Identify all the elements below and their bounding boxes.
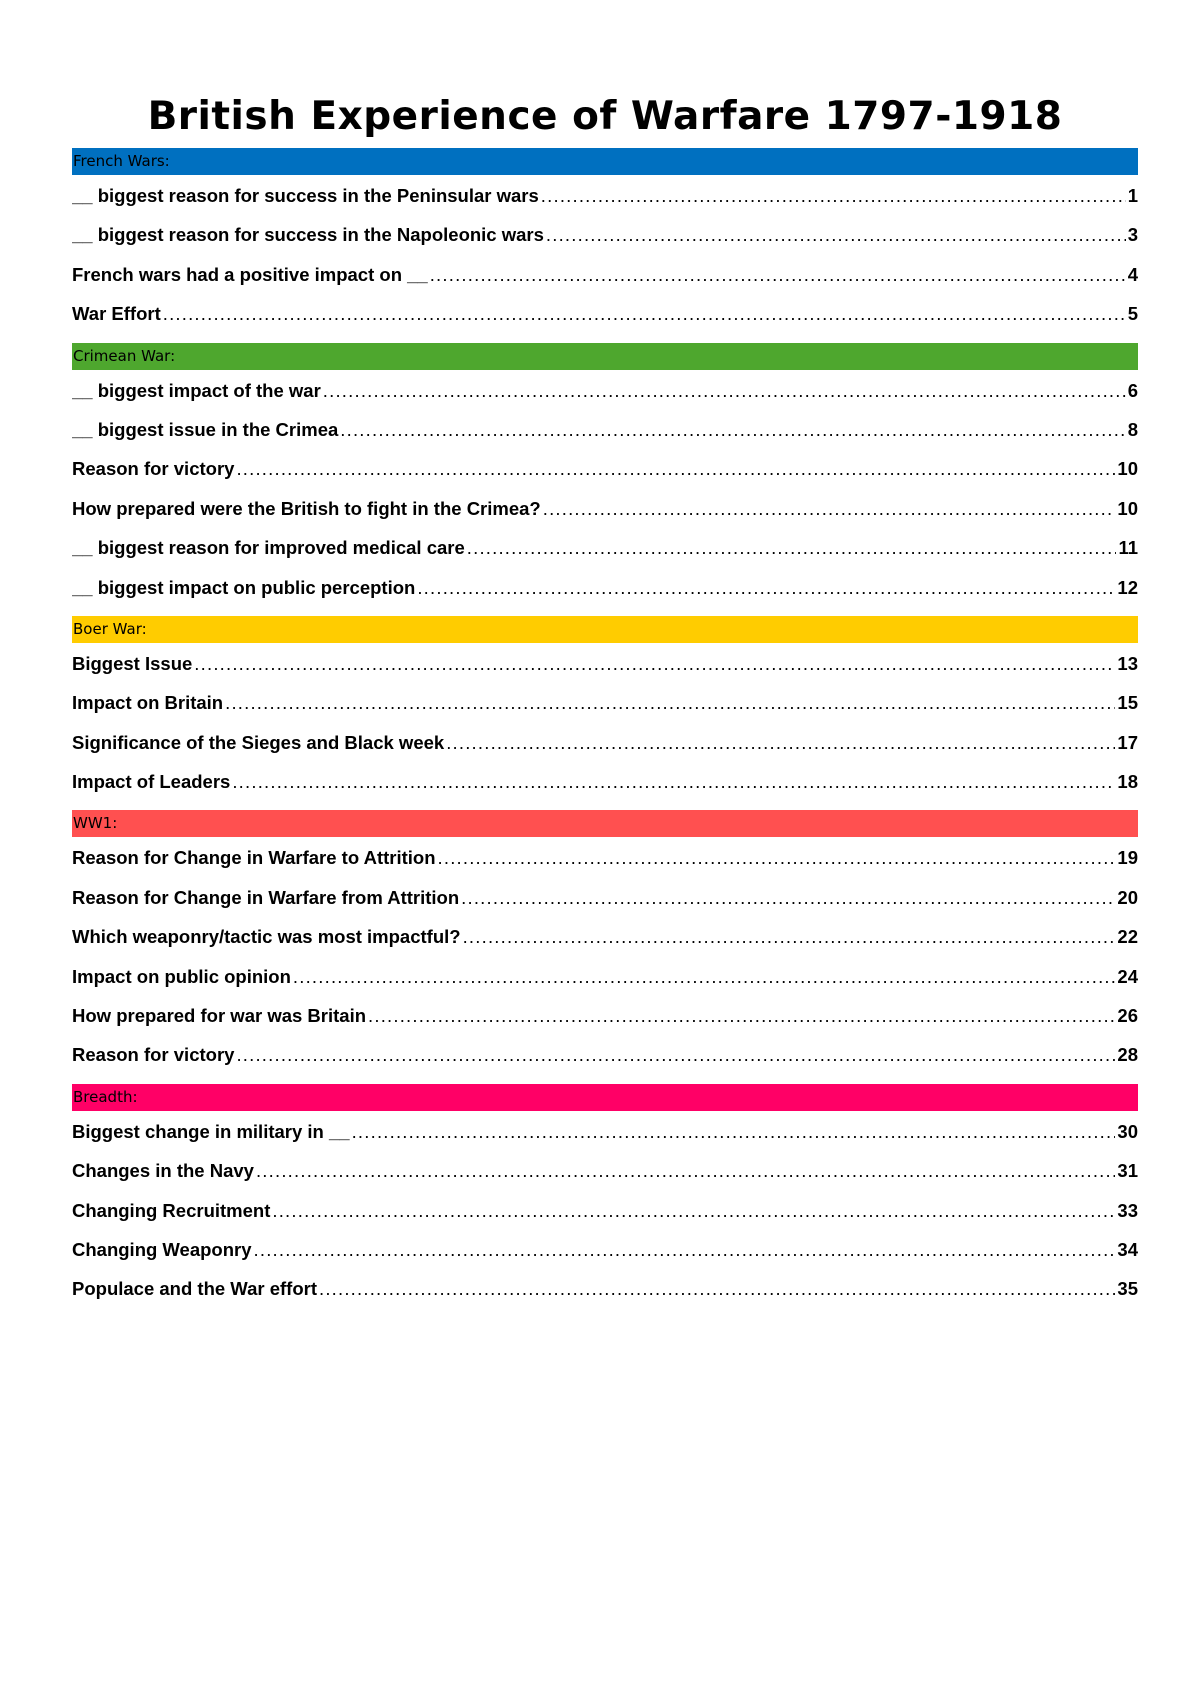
toc-entry-page-number: 11 bbox=[1118, 537, 1138, 559]
toc-entry-page-number: 22 bbox=[1117, 926, 1138, 948]
toc-entry[interactable] bbox=[72, 537, 1138, 576]
toc-entry-page-number: 19 bbox=[1117, 847, 1138, 869]
dot-leader bbox=[461, 887, 1115, 909]
table-of-contents bbox=[72, 148, 1138, 1318]
toc-entry-label: French wars had a positive impact on __ bbox=[72, 263, 428, 285]
toc-section bbox=[72, 343, 1138, 616]
toc-entry-page-number: 15 bbox=[1117, 692, 1138, 714]
toc-entry[interactable] bbox=[72, 458, 1138, 497]
dot-leader bbox=[225, 692, 1115, 714]
dot-leader bbox=[319, 1278, 1115, 1300]
toc-entry-label: How prepared for war was Britain bbox=[72, 1005, 367, 1027]
toc-entry[interactable] bbox=[72, 1160, 1138, 1199]
dot-leader bbox=[368, 1005, 1115, 1027]
dot-leader bbox=[293, 966, 1116, 988]
toc-entry[interactable] bbox=[72, 185, 1138, 224]
toc-entry-page-number: 33 bbox=[1117, 1199, 1138, 1221]
toc-entry[interactable] bbox=[72, 1278, 1138, 1317]
toc-entry-page-number: 34 bbox=[1117, 1238, 1138, 1260]
dot-leader bbox=[467, 537, 1117, 559]
toc-entry[interactable] bbox=[72, 653, 1138, 692]
toc-entry[interactable] bbox=[72, 303, 1138, 342]
section-heading: WW1: bbox=[72, 810, 1138, 837]
section-heading: Boer War: bbox=[72, 616, 1138, 643]
dot-leader bbox=[438, 847, 1116, 869]
document-page bbox=[72, 92, 1138, 1318]
toc-entry[interactable] bbox=[72, 224, 1138, 263]
toc-entry-page-number: 6 bbox=[1127, 379, 1138, 401]
toc-entry-page-number: 3 bbox=[1127, 224, 1138, 246]
toc-entry-page-number: 10 bbox=[1117, 497, 1138, 519]
toc-entry[interactable] bbox=[72, 1044, 1138, 1083]
dot-leader bbox=[541, 185, 1126, 207]
document-title: British Experience of Warfare 1797-1918 bbox=[147, 94, 1063, 139]
dot-leader bbox=[463, 926, 1116, 948]
toc-entry[interactable] bbox=[72, 1200, 1138, 1239]
toc-entry-page-number: 4 bbox=[1127, 263, 1138, 285]
toc-entry-page-number: 8 bbox=[1127, 418, 1138, 440]
dot-leader bbox=[352, 1121, 1116, 1143]
toc-entry-page-number: 24 bbox=[1117, 965, 1138, 987]
toc-entry-label: Which weaponry/tactic was most impactful? bbox=[72, 926, 461, 948]
toc-entry-page-number: 20 bbox=[1117, 886, 1138, 908]
toc-entry[interactable] bbox=[72, 380, 1138, 419]
toc-entry-label: Biggest Issue bbox=[72, 652, 193, 674]
toc-entry-label: __ biggest impact of the war bbox=[72, 379, 321, 401]
toc-entry-page-number: 28 bbox=[1117, 1044, 1138, 1066]
toc-entry-label: Reason for victory bbox=[72, 1044, 235, 1066]
toc-entry[interactable] bbox=[72, 887, 1138, 926]
toc-entry-label: Impact on public opinion bbox=[72, 965, 291, 987]
toc-entry-label: __ biggest issue in the Crimea bbox=[72, 418, 339, 440]
dot-leader bbox=[323, 380, 1126, 402]
dot-leader bbox=[543, 498, 1116, 520]
toc-entry-page-number: 35 bbox=[1117, 1278, 1138, 1300]
toc-entry-label: Reason for Change in Warfare from Attrition bbox=[72, 886, 460, 908]
toc-entry[interactable] bbox=[72, 771, 1138, 810]
toc-entry-label: __ biggest reason for improved medical care bbox=[72, 537, 465, 559]
section-heading: Breadth: bbox=[72, 1084, 1138, 1111]
dot-leader bbox=[232, 771, 1115, 793]
toc-entry-page-number: 30 bbox=[1117, 1120, 1138, 1142]
toc-entry-label: Changing Weaponry bbox=[72, 1238, 252, 1260]
toc-section bbox=[72, 1084, 1138, 1318]
toc-entry-label: Reason for Change in Warfare to Attrition bbox=[72, 847, 436, 869]
toc-entry-page-number: 26 bbox=[1117, 1005, 1138, 1027]
dot-leader bbox=[256, 1160, 1115, 1182]
dot-leader bbox=[194, 653, 1115, 675]
toc-entry-page-number: 1 bbox=[1127, 185, 1138, 206]
toc-entry-label: Biggest change in military in __ bbox=[72, 1120, 350, 1142]
toc-section bbox=[72, 148, 1138, 343]
toc-entry[interactable] bbox=[72, 419, 1138, 458]
toc-entry-page-number: 18 bbox=[1117, 771, 1138, 793]
toc-entry-label: Significance of the Sieges and Black week bbox=[72, 731, 445, 753]
toc-entry-page-number: 17 bbox=[1117, 731, 1138, 753]
toc-entry[interactable] bbox=[72, 847, 1138, 886]
dot-leader bbox=[236, 458, 1115, 480]
toc-entry-label: __ biggest impact on public perception bbox=[72, 576, 416, 598]
toc-entry-label: Changes in the Navy bbox=[72, 1160, 254, 1182]
toc-section bbox=[72, 616, 1138, 811]
toc-entry-label: War Effort bbox=[72, 303, 161, 325]
dot-leader bbox=[430, 264, 1126, 286]
toc-entry-label: Changing Recruitment bbox=[72, 1199, 271, 1221]
toc-entry[interactable] bbox=[72, 264, 1138, 303]
toc-entry-label: __ biggest reason for success in the Peninsular wars bbox=[72, 185, 539, 206]
toc-entry[interactable] bbox=[72, 498, 1138, 537]
toc-section bbox=[72, 810, 1138, 1083]
section-heading: Crimean War: bbox=[72, 343, 1138, 370]
toc-entry-page-number: 10 bbox=[1117, 458, 1138, 480]
toc-entry[interactable] bbox=[72, 1005, 1138, 1044]
toc-entry-label: Reason for victory bbox=[72, 458, 235, 480]
dot-leader bbox=[272, 1200, 1115, 1222]
toc-entry[interactable] bbox=[72, 926, 1138, 965]
toc-entry[interactable] bbox=[72, 732, 1138, 771]
toc-entry-page-number: 31 bbox=[1117, 1160, 1138, 1182]
dot-leader bbox=[254, 1239, 1116, 1261]
toc-entry[interactable] bbox=[72, 577, 1138, 616]
dot-leader bbox=[546, 224, 1126, 246]
toc-entry-label: Impact of Leaders bbox=[72, 771, 231, 793]
dot-leader bbox=[446, 732, 1115, 754]
dot-leader bbox=[417, 577, 1115, 599]
dot-leader bbox=[163, 303, 1126, 325]
toc-entry-label: __ biggest reason for success in the Napoleonic wars bbox=[72, 224, 544, 246]
toc-entry-label: How prepared were the British to fight in the Crimea? bbox=[72, 497, 541, 519]
toc-entry[interactable] bbox=[72, 1121, 1138, 1160]
toc-entry-label: Populace and the War effort bbox=[72, 1278, 317, 1300]
dot-leader bbox=[236, 1044, 1115, 1066]
toc-entry-label: Impact on Britain bbox=[72, 692, 224, 714]
toc-entry-page-number: 12 bbox=[1117, 576, 1138, 598]
toc-entry-page-number: 13 bbox=[1117, 652, 1138, 674]
toc-entry-page-number: 5 bbox=[1127, 303, 1138, 325]
section-heading: French Wars: bbox=[72, 148, 1138, 175]
toc-entry[interactable] bbox=[72, 966, 1138, 1005]
toc-entry[interactable] bbox=[72, 692, 1138, 731]
toc-entry[interactable] bbox=[72, 1239, 1138, 1278]
dot-leader bbox=[340, 419, 1125, 441]
